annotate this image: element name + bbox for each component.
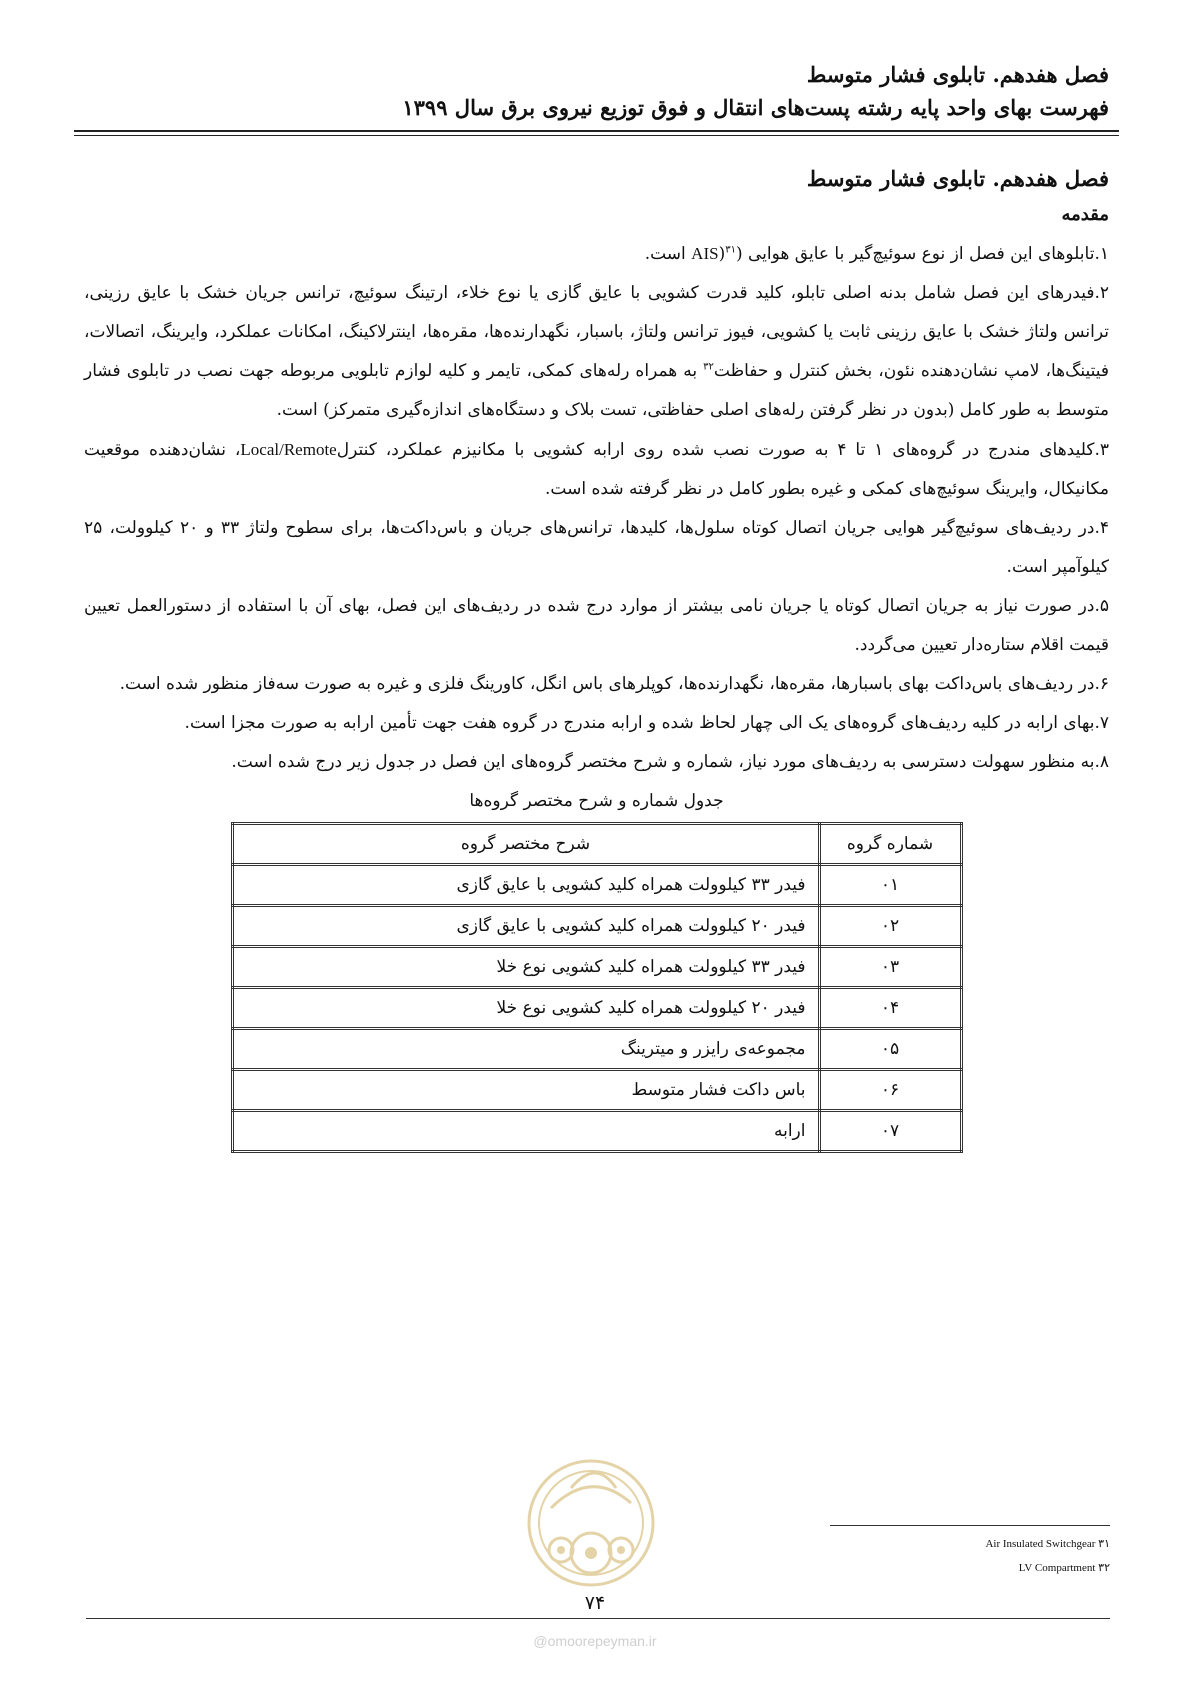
paragraph-2-text-b: به همراه رله‌های کمکی، تایمر و کلیه لوازم تابلویی مربوطه جهت نصب در تابلوی فشار متوسط به طور کامل (بدون در نظر گرفتن رله‌های اصلی حفاظتی، تست بلاک و دستگاه‌های اندازه‌گیری متمرکز) است. [84, 361, 1109, 420]
group-number: ۰۴ [819, 988, 961, 1029]
paragraph-1-latin: AIS [691, 244, 719, 263]
table-row [232, 988, 961, 1029]
footnote-31-text: Air Insulated Switchgear [985, 1538, 1096, 1550]
header-book-title: فهرست بهای واحد پایه رشته پست‌های انتقال و فوق توزیع نیروی برق سال ۱۳۹۹ [402, 95, 1109, 120]
group-number: ۰۳ [819, 947, 961, 988]
header-rule-thin [74, 135, 1119, 136]
group-description: باس داکت فشار متوسط [232, 1070, 819, 1111]
main-content [84, 160, 1109, 1153]
footnote-32-number: ۳۲ [1098, 1562, 1110, 1574]
paragraph-4: ۴.در ردیف‌های سوئیچ‌گیر هوایی جریان اتصال کوتاه سلول‌ها، کلیدها، ترانس‌های جریان و باس‌داکت‌ها، برای سطوح ولتاژ ۳۳ و ۲۰ کیلوولت، ۲۵ کیلوآمپر است. [84, 518, 1109, 577]
paragraph-3 [84, 430, 1109, 509]
paragraph-2-text-a: ۲.فیدرهای این فصل شامل بدنه اصلی تابلو، کلید قدرت کشویی با عایق گازی یا نوع خلاء، ارتینگ سوئیچ، ترانس جریان خشک با عایق رزینی، ترانس ولتاژ خشک با عایق رزینی ثابت یا کشویی، فیوز ترانس ولتاژ، باسبار، نگهدارنده‌ها، مقره‌ها، اینترلاکینگ، امکانات عملکرد، وایرینگ، اتصالات، فیتینگ‌ها، لامپ نشان‌دهنده نئون، بخش کنترل و حفاظت [84, 283, 1109, 381]
group-number: ۰۷ [819, 1111, 961, 1152]
group-description: فیدر ۳۳ کیلوولت همراه کلید کشویی با عایق گازی [232, 865, 819, 906]
group-description: فیدر ۲۰ کیلوولت همراه کلید کشویی نوع خلا [232, 988, 819, 1029]
paragraph-5: ۵.در صورت نیاز به جریان اتصال کوتاه یا جریان نامی بیشتر از موارد درج شده در ردیف‌های این فصل، بهای آن با استفاده از دستورالعمل تعیین قیمت اقلام ستاره‌دار تعیین می‌گردد. [84, 596, 1109, 655]
paragraph-1-text-a: ۱.تابلوهای این فصل از نوع سوئیچ‌گیر با عایق هوایی ( [735, 244, 1109, 264]
paragraph-3-text-b: ، نشان‌دهنده موقعیت مکانیکال، وایرینگ سوئیچ‌های کمکی و غیره بطور کامل در نظر گرفته شده است. [84, 440, 1109, 499]
footnote-32-text: LV Compartment [1018, 1562, 1096, 1574]
header-chapter-title: فصل هفدهم. تابلوی فشار متوسط [806, 62, 1109, 87]
footer-rule [86, 1618, 1110, 1619]
table-row [232, 906, 961, 947]
table-row [232, 1029, 961, 1070]
group-description: فیدر ۲۰ کیلوولت همراه کلید کشویی با عایق گازی [232, 906, 819, 947]
paragraph-3-latin: Local/Remote [240, 440, 337, 459]
intro-heading: مقدمه [1061, 204, 1109, 225]
footnote-31-number: ۳۱ [1098, 1538, 1110, 1550]
paragraph-6: ۶.در ردیف‌های باس‌داکت بهای باسبارها، مقره‌ها، نگهدارنده‌ها، کوپلرهای باس انگل، کاورینگ فلزی و غیره به صورت سه‌فاز منظور شده است. [119, 674, 1109, 694]
column-header-description: شرح مختصر گروه [232, 824, 819, 865]
footnotes [830, 1532, 1110, 1580]
group-number: ۰۱ [819, 865, 961, 906]
seal-logo-icon [516, 1448, 666, 1608]
table-row [232, 947, 961, 988]
page-number: ۷۴ [584, 1592, 606, 1614]
group-number: ۰۵ [819, 1029, 961, 1070]
watermark-handle: @omoorepeyman.ir [533, 1633, 657, 1649]
table-caption: جدول شماره و شرح مختصر گروه‌ها [469, 791, 724, 811]
group-number: ۰۶ [819, 1070, 961, 1111]
column-header-number: شماره گروه [819, 824, 961, 865]
footnote-31 [830, 1532, 1110, 1556]
group-description: ارابه [232, 1111, 819, 1152]
paragraph-2 [84, 274, 1109, 430]
footnote-32 [830, 1556, 1110, 1580]
group-number: ۰۲ [819, 906, 961, 947]
groups-table [231, 822, 963, 1153]
page-header [84, 58, 1109, 124]
table-row [232, 1111, 961, 1152]
paragraph-8: ۸.به منظور سهولت دسترسی به ردیف‌های مورد نیاز، شماره و شرح مختصر گروه‌های این فصل در جدول زیر درج شده است. [231, 752, 1109, 772]
paragraph-1 [84, 234, 1109, 274]
paragraph-1-text-c: است. [644, 244, 692, 264]
paragraph-1-text-b: ) [718, 244, 726, 264]
footnote-ref-31: ۳۱ [725, 244, 736, 256]
group-description: مجموعه‌ی رایزر و میترینگ [232, 1029, 819, 1070]
section-title: فصل هفدهم. تابلوی فشار متوسط [806, 166, 1109, 191]
paragraph-7: ۷.بهای ارابه در کلیه ردیف‌های گروه‌های یک الی چهار لحاظ شده و ارابه مندرج در گروه هفت جهت تأمین ارابه به صورت مجزا است. [184, 713, 1109, 733]
group-description: فیدر ۳۳ کیلوولت همراه کلید کشویی نوع خلا [232, 947, 819, 988]
table-row [232, 1070, 961, 1111]
table-row [232, 865, 961, 906]
paragraph-3-text-a: ۳.کلیدهای مندرج در گروه‌های ۱ تا ۴ به صورت نصب شده روی ارابه کشویی با مکانیزم عملکرد، کنترل [336, 440, 1110, 460]
footnote-rule [830, 1525, 1110, 1526]
footnote-ref-32: ۳۲ [703, 361, 714, 373]
header-rule-thick [74, 130, 1119, 132]
table-header-row [232, 824, 961, 865]
